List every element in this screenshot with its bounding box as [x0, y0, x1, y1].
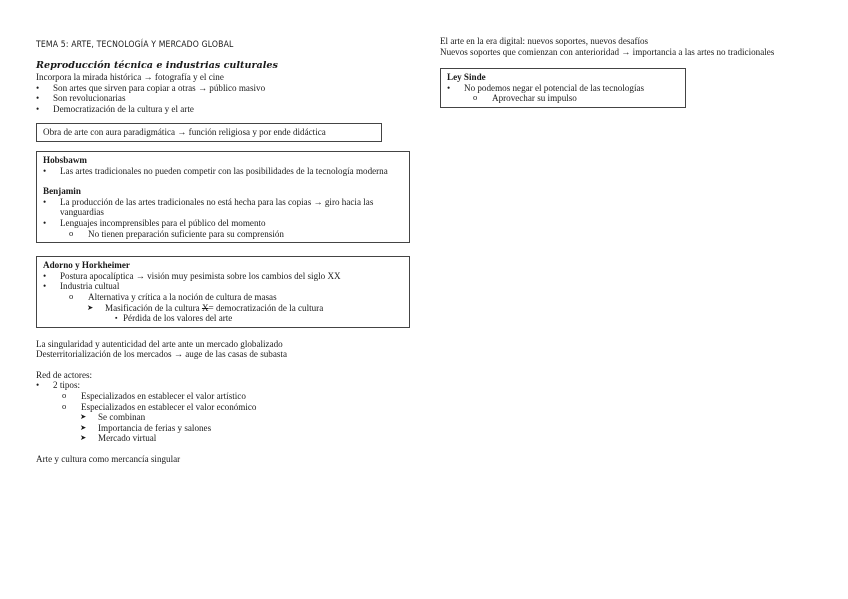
- digital-line: El arte en la era digital: nuevos soportes, nuevos desafíos: [440, 36, 649, 46]
- aura-box: [36, 123, 382, 142]
- benjamin-sub-item: o No tienen preparación suficiente para su comprensión: [43, 229, 402, 240]
- intro-bullet: • Son revolucionarias: [36, 93, 410, 104]
- section-heading: Reproducción técnica e industrias culturales: [36, 60, 278, 71]
- adorno-sub-item: o Alternativa y crítica a la noción de cultura de masas: [43, 292, 402, 303]
- arrow-struck: X: [201, 302, 209, 313]
- ley-sinde-sub-item: o Aprovechar su impulso: [447, 93, 678, 104]
- adorno-heading: Adorno y Horkheimer: [43, 260, 130, 271]
- actors-heading: Red de actores:: [36, 369, 93, 380]
- actors-arrow-item: ➤ Mercado virtual: [36, 433, 410, 444]
- market-line: La singularidad y autenticidad del arte ante un mercado globalizado: [36, 338, 283, 349]
- ley-sinde-heading: Ley Sinde: [447, 72, 486, 83]
- actors-sub-item: o Especializados en establecer el valor económico: [36, 402, 410, 413]
- benjamin-heading: Benjamin: [43, 186, 81, 197]
- adorno-bullet: • Postura apocalíptica → visión muy pesimista sobre los cambios del siglo XX: [43, 271, 402, 282]
- aura-text: Obra de arte con aura paradigmática → función religiosa y por ende didáctica: [43, 127, 326, 138]
- hobsbawm-bullet: • Las artes tradicionales no pueden competir con las posibilidades de la tecnología moderna: [43, 166, 402, 177]
- hobsbawm-box: [36, 151, 410, 243]
- hobsbawm-heading: Hobsbawm: [43, 154, 87, 165]
- right-column: [440, 36, 815, 108]
- actors-arrow-item: ➤ Se combinan: [36, 412, 410, 423]
- ley-sinde-bullet: • No podemos negar el potencial de las tecnologías: [447, 83, 678, 94]
- adorno-square-item: ▪ Pérdida de los valores del arte: [43, 313, 402, 324]
- intro-bullet: • Democratización de la cultura y el arte: [36, 104, 410, 115]
- arrow-suffix: = democratización de la cultura: [208, 302, 324, 313]
- actors-arrow-item: ➤ Importancia de ferias y salones: [36, 423, 410, 434]
- closing-line: Arte y cultura como mercancía singular: [36, 454, 181, 465]
- intro-bullet: • Son artes que sirven para copiar a otras → público masivo: [36, 83, 410, 94]
- adorno-box: [36, 256, 410, 328]
- adorno-bullet: • Industria cultual: [43, 281, 402, 292]
- ley-sinde-box: [440, 68, 686, 108]
- arrow-prefix: Masificación de la cultura: [105, 302, 202, 313]
- digital-line: Nuevos soportes que comienzan con anterioridad → importancia a las artes no tradicionales: [440, 46, 775, 57]
- page-title: TEMA 5: ARTE, TECNOLOGÍA Y MERCADO GLOBAL: [36, 40, 234, 50]
- adorno-arrow-item: [43, 303, 402, 314]
- market-line: Desterritorialización de los mercados → auge de las casas de subasta: [36, 349, 287, 360]
- actors-sub-item: o Especializados en establecer el valor artístico: [36, 391, 410, 402]
- intro-line: Incorpora la mirada histórica → fotografía y el cine: [36, 72, 224, 82]
- actors-bullet: • 2 tipos:: [36, 380, 410, 391]
- benjamin-bullet: • Lenguajes incomprensibles para el público del momento: [43, 218, 402, 229]
- left-column: [36, 40, 410, 465]
- benjamin-bullet: • La producción de las artes tradicionales no está hecha para las copias → giro hacia las vanguardias: [43, 197, 402, 218]
